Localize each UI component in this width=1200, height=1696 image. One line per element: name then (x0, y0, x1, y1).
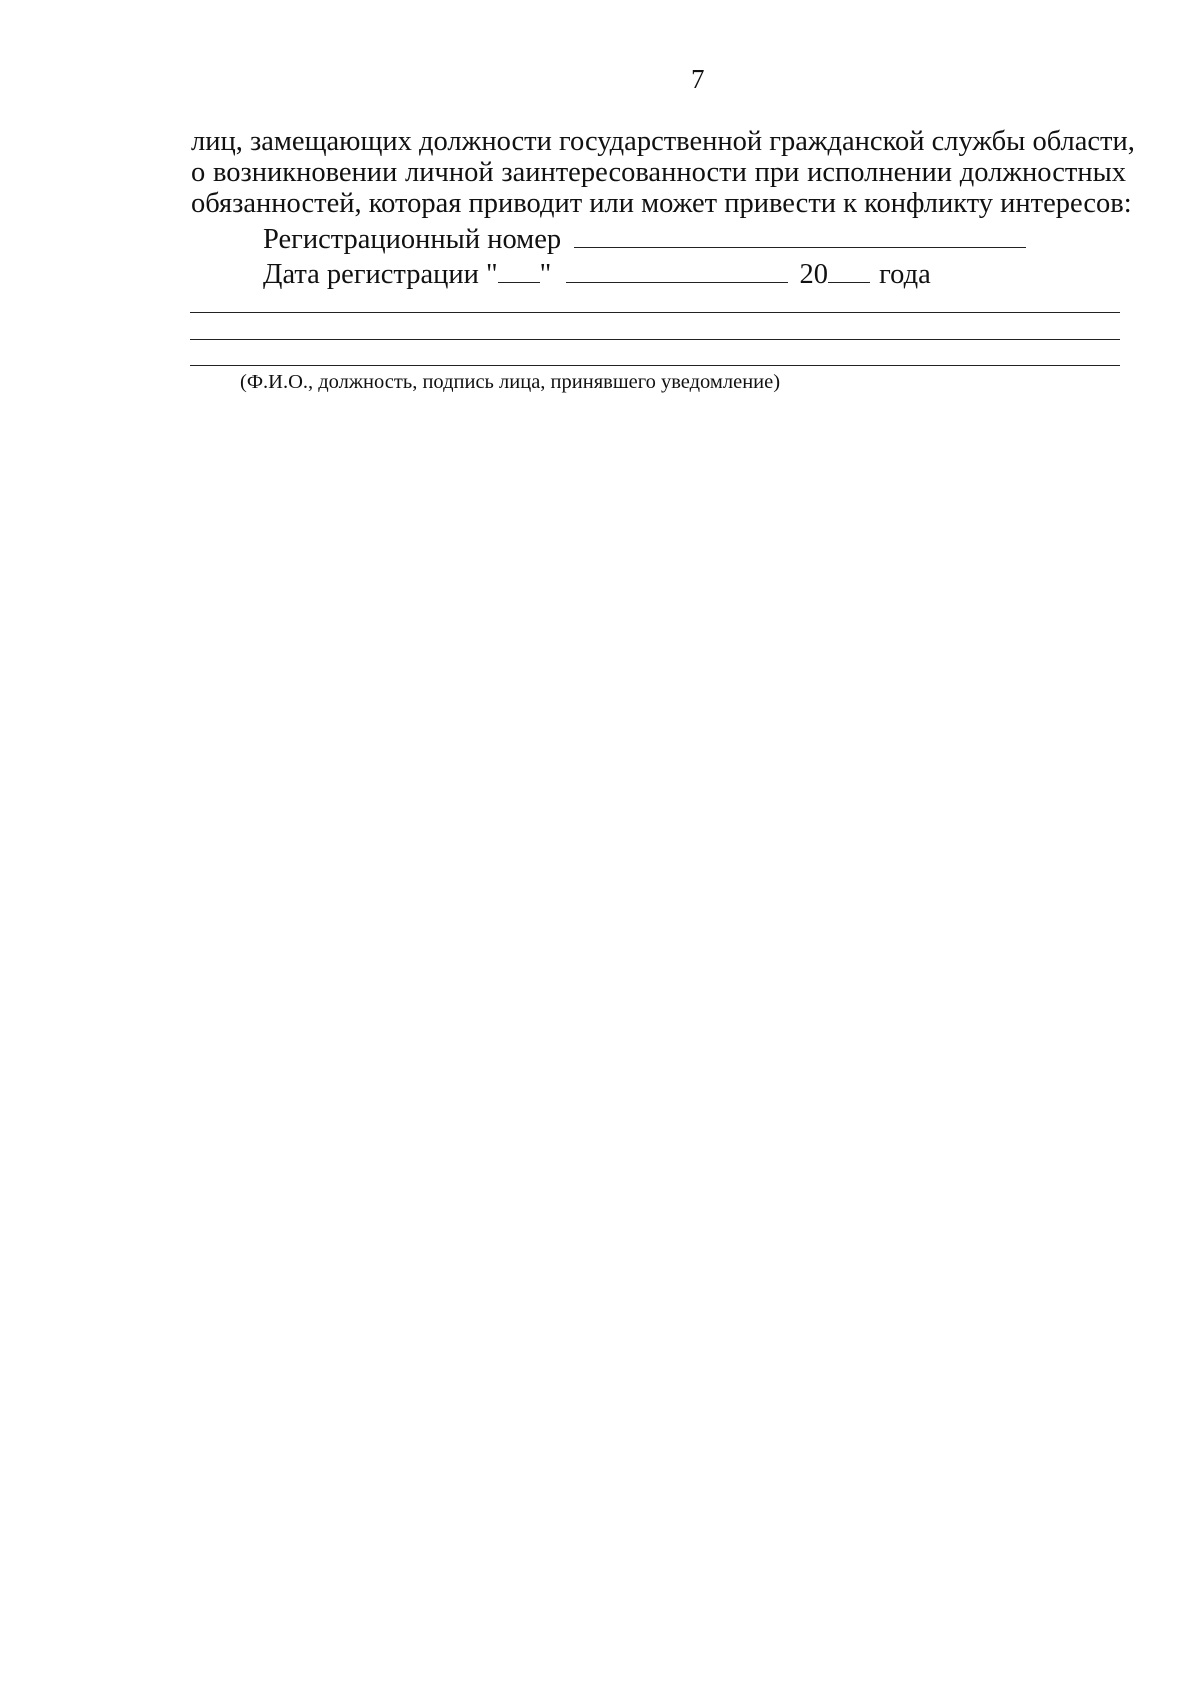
signature-caption: (Ф.И.О., должность, подпись лица, принявшего уведомление) (240, 371, 781, 393)
registration-date-quote-close: " (539, 259, 552, 290)
registration-number-label: Регистрационный номер (263, 224, 562, 255)
registration-date-month-blank (566, 258, 788, 283)
registration-date-day-blank (498, 258, 540, 283)
body-paragraph (191, 126, 1135, 219)
registration-date-year-blank (828, 258, 870, 283)
registration-date-year-suffix: года (879, 259, 931, 290)
signature-line-2 (190, 339, 1120, 340)
body-line-1: лиц, замещающих должности государственной гражданской службы области, (191, 126, 1135, 157)
registration-date-row (263, 258, 931, 291)
body-line-2: о возникновении личной заинтересованности при исполнении должностных (191, 157, 1126, 188)
registration-number-row (263, 223, 1026, 256)
page-number: 7 (691, 64, 705, 94)
registration-date-label: Дата регистрации " (263, 259, 498, 290)
registration-date-year-prefix: 20 (799, 259, 829, 290)
signature-line-1 (190, 312, 1120, 313)
registration-number-blank (574, 223, 1026, 248)
body-line-3: обязанностей, которая приводит или может привести к конфликту интересов: (191, 188, 1132, 219)
signature-line-3 (190, 365, 1120, 366)
